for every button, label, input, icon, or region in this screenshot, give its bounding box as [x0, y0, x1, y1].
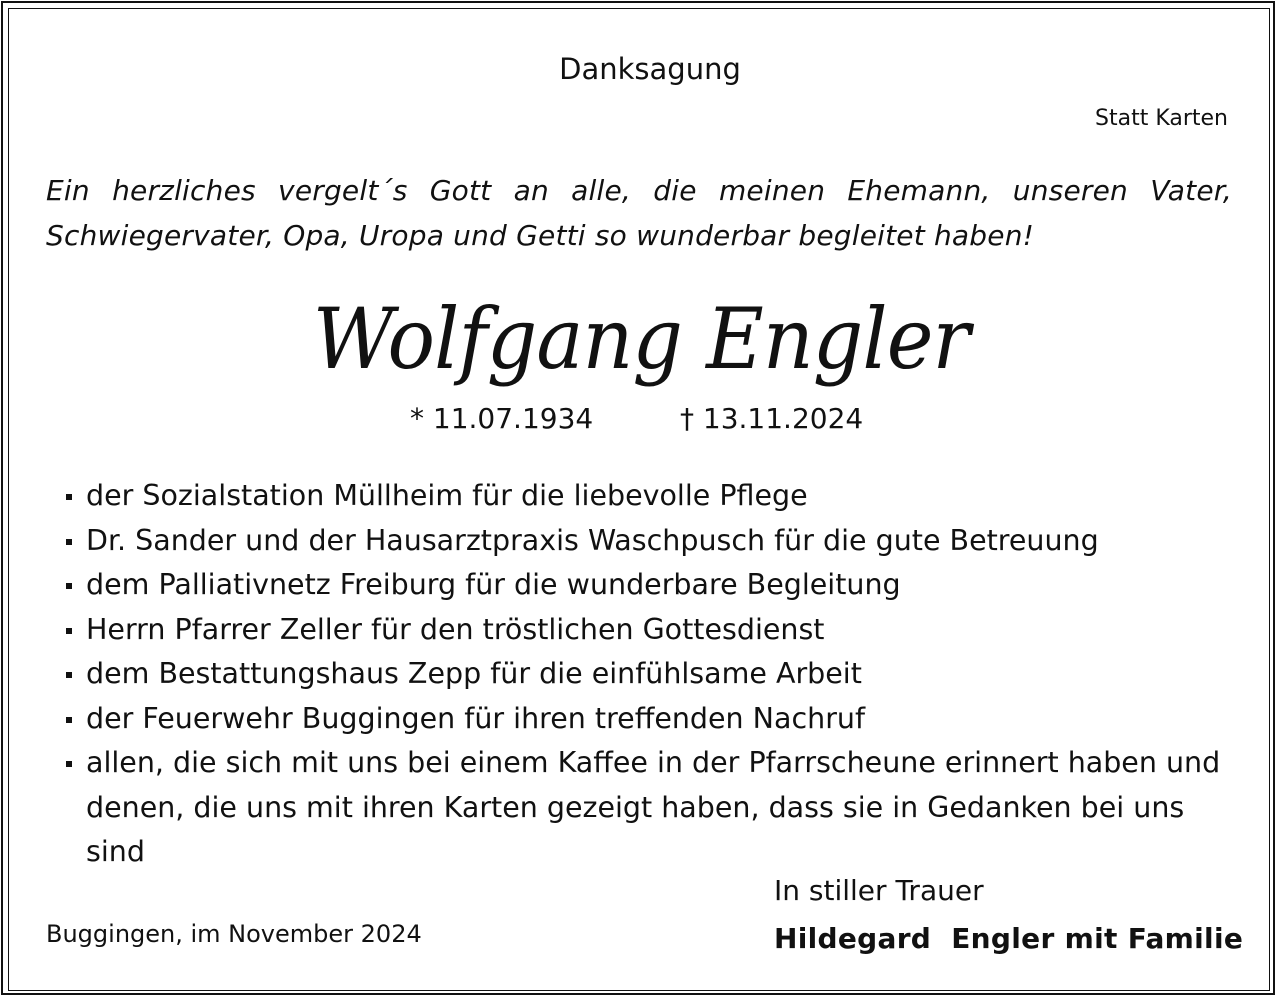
family-signature: Hildegard Engler mit Familie	[774, 922, 1244, 955]
list-item-text: der Feuerwehr Buggingen für ihren treffenden Nachruf	[86, 701, 866, 735]
deceased-name: Wolfgang Engler	[312, 290, 970, 388]
place-date: Buggingen, im November 2024	[46, 920, 422, 948]
bullet-icon	[66, 761, 72, 767]
list-item-text: Dr. Sander und der Hausarztpraxis Waschpusch für die gute Betreuung	[86, 523, 1099, 557]
notice-heading: Danksagung	[559, 52, 741, 86]
bullet-icon	[66, 539, 72, 545]
list-item-text: Herrn Pfarrer Zeller für den tröstlichen Gottesdienst	[86, 612, 825, 646]
bullet-icon	[66, 717, 72, 723]
death-date: † 13.11.2024	[680, 402, 864, 435]
thanks-list	[60, 474, 1236, 875]
bullet-icon	[66, 494, 72, 500]
bullet-icon	[66, 583, 72, 589]
list-item	[60, 608, 1236, 653]
mourning-line: In stiller Trauer	[774, 874, 984, 907]
list-item	[60, 474, 1236, 519]
list-item	[60, 519, 1236, 564]
list-item	[60, 741, 1236, 875]
list-item-text: dem Bestattungshaus Zepp für die einfühlsame Arbeit	[86, 657, 862, 690]
intro-text: Ein herzliches vergelt´s Gott an alle, die meinen Ehemann, unseren Vater, Schwiegervater, Opa, Uropa und Getti so wunderbar begleitet haben!	[46, 174, 1232, 252]
list-item	[60, 563, 1236, 608]
bullet-icon	[66, 628, 72, 634]
list-item	[60, 652, 1236, 697]
bullet-icon	[66, 672, 72, 678]
list-item-text: der Sozialstation Müllheim für die liebevolle Pflege	[86, 479, 808, 512]
list-item-text: dem Palliativnetz Freiburg für die wunderbare Begleitung	[86, 568, 901, 601]
statt-karten-label: Statt Karten	[1095, 106, 1228, 131]
birth-date: * 11.07.1934	[410, 402, 594, 435]
list-item	[60, 697, 1236, 742]
list-item-text: allen, die sich mit uns bei einem Kaffee in der Pfarrscheune erinnert haben und denen, die uns mit ihren Karten gezeigt haben, dass sie in Gedanken bei uns sind	[86, 746, 1221, 868]
